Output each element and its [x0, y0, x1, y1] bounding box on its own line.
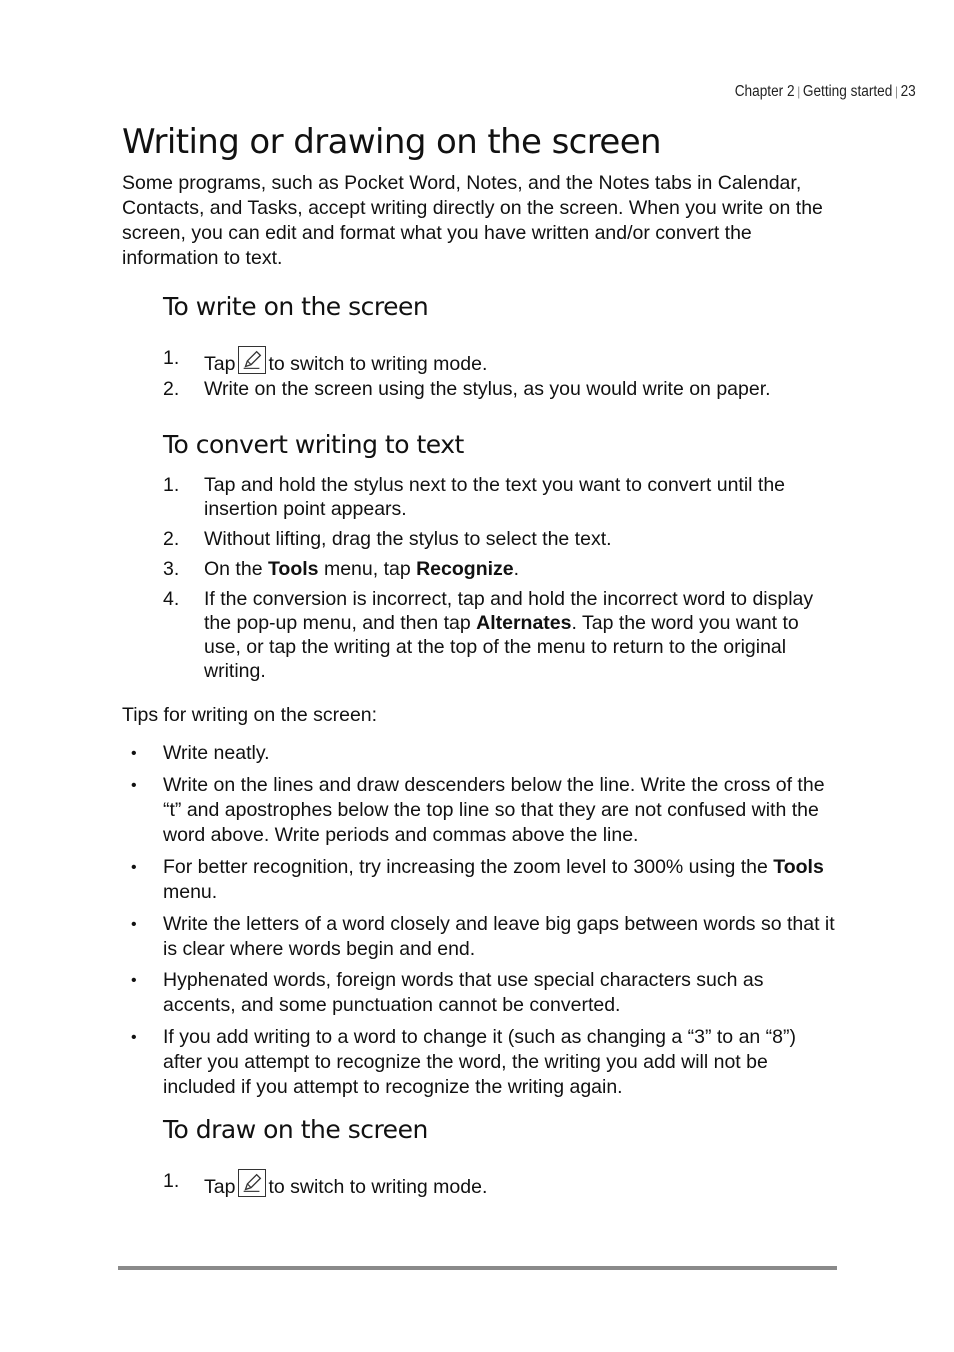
section-heading-convert: To convert writing to text: [163, 430, 464, 459]
step-text-after: to switch to writing mode.: [268, 353, 488, 375]
convert-step-4: [163, 587, 838, 683]
write-step-2: [163, 377, 838, 401]
menu-name-tools: Tools: [267, 558, 319, 580]
header-page-number: 23: [900, 83, 916, 100]
step-text: Write on the screen using the stylus, as you would write on paper.: [204, 378, 771, 400]
intro-paragraph: Some programs, such as Pocket Word, Notes, and the Notes tabs in Calendar, Contacts, and Tasks, accept writing directly on the screen. When you write on the screen, you can edit and format what you have written and/or convert the information to text.: [122, 172, 823, 269]
step-text: [204, 346, 838, 376]
pen-icon: [238, 1169, 266, 1197]
step-text-before: Tap: [204, 1176, 236, 1198]
step-text-part: menu, tap: [318, 558, 417, 580]
header-section: Getting started: [803, 83, 893, 100]
header-separator: |: [895, 84, 899, 99]
tip-item: [131, 855, 836, 905]
bullet-marker: •: [131, 745, 137, 762]
step-text-after: to switch to writing mode.: [268, 1176, 488, 1198]
tip-item: [131, 968, 836, 1018]
convert-step-1: [163, 473, 838, 521]
step-text-part: . Tap the word you want to use, or tap the writing at the top of the menu to return to the original writing.: [204, 612, 799, 682]
bullet-marker: •: [131, 916, 137, 933]
step-text-part: On the: [204, 558, 268, 580]
bullet-marker: •: [131, 1029, 137, 1046]
bullet-marker: •: [131, 972, 137, 989]
section-heading-write: To write on the screen: [163, 292, 429, 321]
header-chapter: Chapter 2: [734, 83, 795, 100]
tip-item: [131, 1025, 836, 1100]
command-name-recognize: Recognize: [416, 558, 514, 580]
tip-text: Write on the lines and draw descenders below the line. Write the cross of the “t” and apostrophes below the top line so that they are not confused with the word above. Write periods and commas above the line.: [163, 774, 825, 846]
tips-intro: Tips for writing on the screen:: [122, 704, 378, 726]
tip-text: Hyphenated words, foreign words that use special characters such as accents, and some punctuation cannot be converted.: [163, 969, 764, 1016]
tip-text: [163, 855, 836, 905]
step-text-part: If the conversion is incorrect, tap and hold the incorrect word to display the pop-up menu, and then tap: [204, 588, 814, 634]
step-number: 1.: [163, 347, 180, 369]
write-step-1: [163, 346, 838, 376]
step-number: 1.: [163, 1170, 180, 1192]
step-text: [204, 587, 838, 683]
step-number: 3.: [163, 558, 180, 580]
page-title: Writing or drawing on the screen: [122, 122, 661, 162]
draw-step-1: [163, 1169, 838, 1199]
step-number: 4.: [163, 588, 180, 610]
tip-text-part: For better recognition, try increasing the zoom level to 300% using the: [163, 856, 774, 878]
tip-item: [131, 912, 836, 962]
step-text: [204, 557, 838, 581]
tip-item: [131, 741, 836, 766]
header-separator: |: [797, 84, 801, 99]
tip-text: Write the letters of a word closely and leave big gaps between words so that it is clear where words begin and end.: [163, 913, 835, 960]
step-text-part: .: [513, 558, 520, 580]
bullet-marker: •: [131, 859, 137, 876]
step-number: 2.: [163, 528, 180, 550]
tip-text: If you add writing to a word to change it (such as changing a “3” to an “8”) after you attempt to recognize the word, the writing you add will not be included if you attempt to recognize the writing again.: [163, 1026, 797, 1098]
command-name-alternates: Alternates: [476, 612, 572, 634]
step-text: Tap and hold the stylus next to the text you want to convert until the insertion point appears.: [204, 474, 786, 520]
tip-text-part: menu.: [163, 881, 218, 903]
step-text-before: Tap: [204, 353, 236, 375]
pen-icon: [238, 346, 266, 374]
section-heading-draw: To draw on the screen: [163, 1115, 428, 1144]
step-text: Without lifting, drag the stylus to select the text.: [204, 528, 612, 550]
menu-name-tools: Tools: [773, 856, 824, 878]
bullet-marker: •: [131, 777, 137, 794]
tip-item: [131, 773, 836, 848]
convert-step-2: [163, 527, 838, 551]
tip-text: Write neatly.: [163, 742, 270, 764]
step-text: [204, 1169, 838, 1199]
footer-rule: [118, 1266, 837, 1270]
step-number: 2.: [163, 378, 180, 400]
running-header: [735, 83, 916, 101]
step-number: 1.: [163, 474, 180, 496]
convert-step-3: [163, 557, 838, 581]
